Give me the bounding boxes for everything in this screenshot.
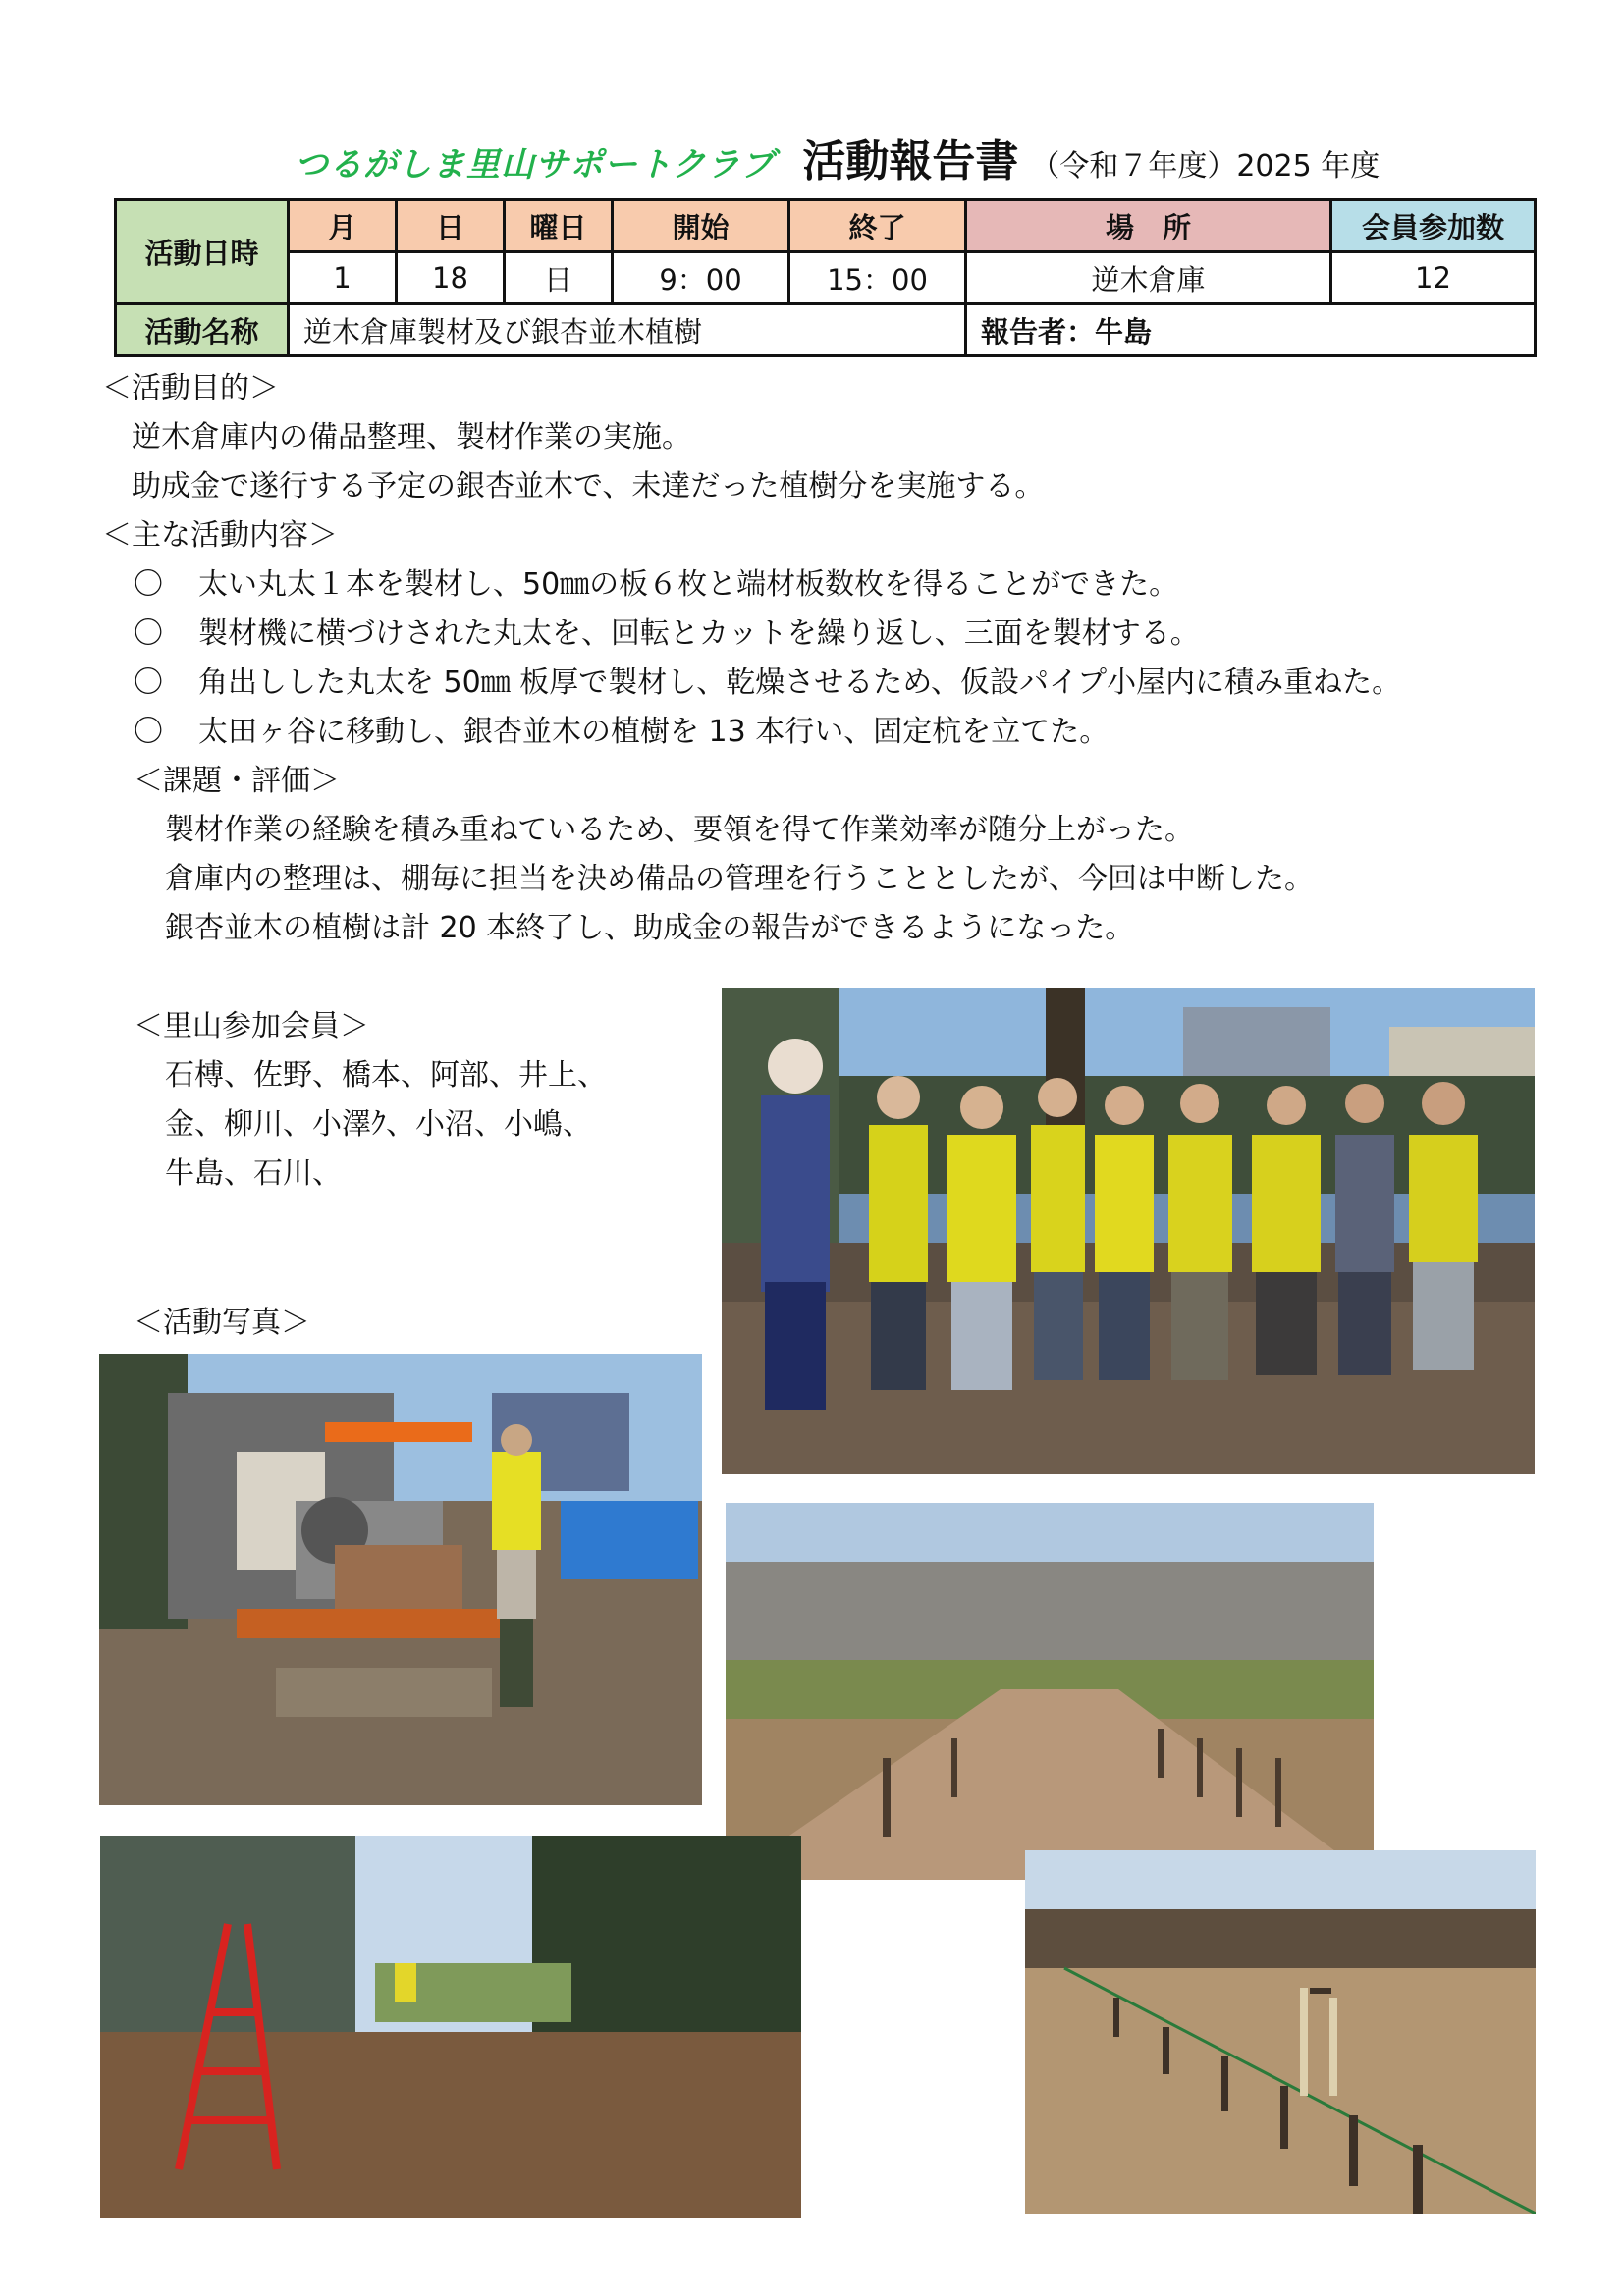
end-value: 15：00 <box>789 252 966 304</box>
bullet-mark: 〇 <box>134 616 163 651</box>
fiscal-year: （令和７年度）2025 年度 <box>1030 149 1380 184</box>
month-header: 月 <box>289 200 397 252</box>
activity-info-table <box>114 198 1537 357</box>
start-header: 開始 <box>613 200 789 252</box>
weekday-header: 曜日 <box>505 200 613 252</box>
sawmill-photo <box>99 1354 702 1805</box>
club-name: つるがしま里山サポートクラブ <box>295 145 776 185</box>
group-photo <box>722 988 1535 1474</box>
report-title: 活動報告書 <box>802 136 1019 187</box>
members-heading: ＜里山参加会員＞ <box>134 1009 369 1043</box>
members-line: 金、柳川、小澤ｸ、小沼、小嶋、 <box>165 1107 592 1142</box>
bullet-mark: 〇 <box>134 715 163 749</box>
datetime-label: 活動日時 <box>116 200 289 304</box>
members-header: 会員参加数 <box>1331 200 1536 252</box>
members-line: 石榑、佐野、橋本、阿部、井上、 <box>165 1058 607 1093</box>
place-value: 逆木倉庫 <box>966 252 1331 304</box>
ginkgo-row-photo <box>726 1503 1374 1880</box>
place-header: 場 所 <box>966 200 1331 252</box>
report-title-bar <box>295 126 1380 185</box>
planting-photo <box>100 1836 801 2218</box>
weekday-value: 日 <box>505 252 613 304</box>
content-item: 〇 製材機に横づけされた丸太を、回転とカットを繰り返し、三面を製材する。 <box>134 614 1200 654</box>
evaluation-line: 製材作業の経験を積み重ねているため、要領を得て作業効率が随分上がった。 <box>165 813 1195 847</box>
content-item: 〇 角出しした丸太を 50㎜ 板厚で製材し、乾燥させるため、仮設パイプ小屋内に積み重ねた。 <box>134 664 1401 703</box>
month-value: 1 <box>289 252 397 304</box>
members-value: 12 <box>1331 252 1536 304</box>
day-header: 日 <box>397 200 505 252</box>
members-line: 牛島、石川、 <box>165 1156 342 1191</box>
purpose-line: 逆木倉庫内の備品整理、製材作業の実施。 <box>132 420 691 454</box>
day-value: 18 <box>397 252 505 304</box>
content-item: 〇 太い丸太１本を製材し、50㎜の板６枚と端材板数枚を得ることができた。 <box>134 565 1178 605</box>
evaluation-line: 銀杏並木の植樹は計 20 本終了し、助成金の報告ができるようになった。 <box>165 911 1135 945</box>
purpose-line: 助成金で遂行する予定の銀杏並木で、未達だった植樹分を実施する。 <box>132 469 1045 504</box>
end-header: 終了 <box>789 200 966 252</box>
content-item: 〇 太田ヶ谷に移動し、銀杏並木の植樹を 13 本行い、固定杭を立てた。 <box>134 713 1109 752</box>
start-value: 9：00 <box>613 252 789 304</box>
reporter: 報告者：牛島 <box>966 304 1536 356</box>
purpose-heading: ＜活動目的＞ <box>102 371 279 405</box>
stakes-photo <box>1025 1850 1536 2214</box>
evaluation-heading: ＜課題・評価＞ <box>134 764 340 798</box>
evaluation-line: 倉庫内の整理は、棚毎に担当を決め備品の管理を行うこととしたが、今回は中断した。 <box>165 862 1314 896</box>
photos-heading: ＜活動写真＞ <box>134 1306 310 1340</box>
content-heading: ＜主な活動内容＞ <box>102 518 338 553</box>
activity-name-value: 逆木倉庫製材及び銀杏並木植樹 <box>289 304 966 356</box>
bullet-mark: 〇 <box>134 666 163 700</box>
bullet-mark: 〇 <box>134 567 163 602</box>
activity-name-label: 活動名称 <box>116 304 289 356</box>
